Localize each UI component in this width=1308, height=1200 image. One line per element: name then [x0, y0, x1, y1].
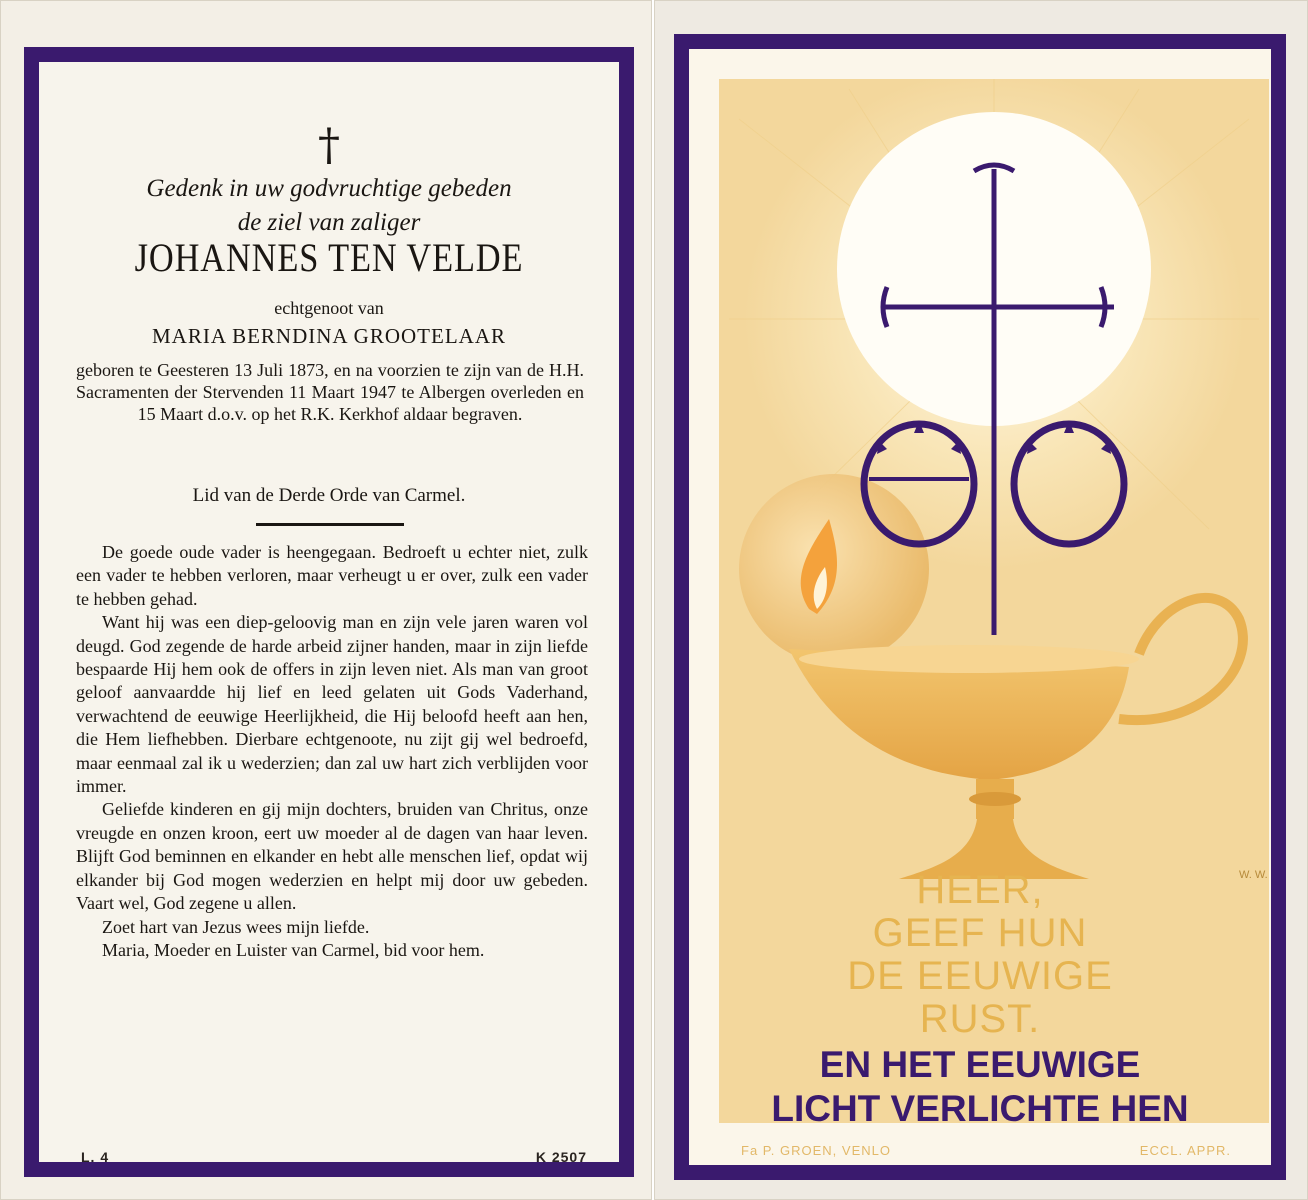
intro-line-1: Gedenk in uw godvruchtige gebeden [146, 175, 512, 202]
paragraph-4: Zoet hart van Jezus wees mijn liefde. [102, 916, 370, 937]
print-code-left: L. 4 [81, 1149, 110, 1165]
cross-icon: † [318, 120, 340, 171]
biography-text: geboren te Geesteren 13 Juli 1873, en na voorzien te zijn van de H.H. Sacramenten der Stervenden 11 Maart 1947 te Albergen overleden en 15 Maart d.o.v. op het R.K. Kerkhof aldaar begraven. [76, 360, 584, 424]
memorial-card-image-side [654, 0, 1308, 1200]
artist-monogram: W. W. [1239, 869, 1268, 881]
paragraph-2: Want hij was een diep-geloovig man en zijn vele jaren waren vol deugd. God zegende de harde arbeid zijner handen, maar in zijn liefde bespaarde Hij hem ook de offers in zijn leven niet. Als man van groot geloof aanvaardde hij lief en leed gelaten uit Gods Vaderhand, verwachtend de eeuwige Heerlijkheid, die Hij beloofd heeft aan hen, die Hem liefhebben. Dierbare echtgenoote, nu zijt gij wel bedroefd, maar eenmaal zal ik u wederzien; dan zal uw hart zich verblijden voor immer. [76, 612, 588, 797]
prayer-line-2: GEEF HUN [872, 911, 1088, 955]
memorial-card-text-side [0, 0, 652, 1200]
divider-line [256, 523, 404, 526]
membership-text: Lid van de Derde Orde van Carmel. [192, 485, 466, 506]
paragraph-5: Maria, Moeder en Luister van Carmel, bid voor hem. [102, 939, 485, 960]
spouse-name: MARIA BERNDINA GROOTELAAR [151, 324, 506, 348]
lamp-rim [799, 645, 1139, 673]
prayer-line-5: EN HET EEUWIGE [819, 1044, 1141, 1085]
stem-ring [969, 792, 1021, 806]
purple-border-frame [24, 47, 634, 1177]
intro-text [39, 172, 619, 240]
prayer-line-1: HEER, [916, 868, 1044, 912]
paragraph-1: De goede oude vader is heengegaan. Bedroeft u echter niet, zulk een vader te hebben verloren, maar verheugt u er over, zulk een vader te hebben gehad. [76, 542, 588, 609]
prayer-line-6: LICHT VERLICHTE HEN [771, 1088, 1189, 1129]
prayer-line-4: RUST. [919, 997, 1041, 1041]
printer-name: Fa P. GROEN, VENLO [741, 1143, 891, 1158]
purple-border-frame-right [674, 34, 1286, 1180]
intro-line-2: de ziel van zaliger [237, 209, 421, 236]
prayer-line-3: DE EEUWIGE [847, 954, 1113, 998]
ecclesiastical-approval: ECCL. APPR. [1139, 1143, 1231, 1158]
paragraph-3: Geliefde kinderen en gij mijn dochters, bruiden van Chritus, onze vreugde en onzen kroon, eert uw moeder al de dagen van haar leven. Blijft God beminnen en elkander en hebt alle menschen lief, opdat wij elkander bij God mogen wederzien en helpt mij door uw gebeden. Vaart wel, God zegene u allen. [76, 799, 588, 914]
deceased-name: JOHANNES TEN VELDE [134, 235, 524, 280]
farewell-text [76, 541, 588, 962]
print-code-right: K 2507 [535, 1149, 587, 1165]
spouse-prefix: echtgenoot van [274, 298, 384, 318]
